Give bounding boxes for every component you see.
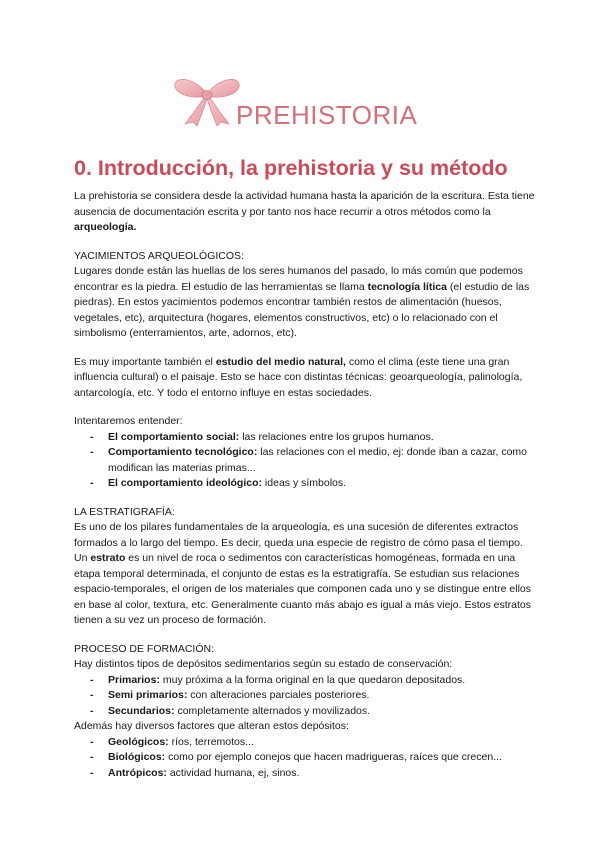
bow-icon [171,70,243,128]
entender-list [74,430,544,492]
brand-title: PREHISTORIA [236,100,418,130]
estratigrafia-paragraph-2: Un estrato es un nivel de roca o sedimentos con características homogéneas, formada en una etapa temporal determinada, el conjunto de estas es la estratigrafía. Se estudian sus relaciones espacio-temporales, el origen de los materiales que componen cada uno y se distingue entre ellos en base al color, textura, etc. Generalmente cuanto más abajo es igual a más viejo. Estos estratos tienen a su vez un proceso de formación. [74,552,532,626]
intro-paragraph: La prehistoria se considera desde la actividad humana hasta la aparición de la escritura. Esta tiene ausencia de documentación escrita y por tanto nos hace recurrir a otros métodos como la arqueología. [74,190,535,233]
list-item: - El comportamiento ideológico: ideas y símbolos. [90,476,544,492]
estratigrafia-paragraph-1: Es uno de los pilares fundamentales de la arqueología, es una sucesión de diferentes extractos formados a lo largo del tiempo. Es decir, queda una especie de registro de cómo pasa el tiempo. [74,521,523,549]
proceso-intro: Hay distintos tipos de depósitos sedimentarios según su estado de conservación: [74,658,453,670]
list-item: - Antrópicos: actividad humana, ej, sinos. [90,766,544,782]
proceso-heading: PROCESO DE FORMACIÓN: [74,642,215,655]
list-item: - Biológicos: como por ejemplo conejos que hacen madrigueras, raíces que crecen... [90,750,544,766]
yacimientos-paragraph: Lugares donde están las huellas de los seres humanos del pasado, lo más común que podemos encontrar es la piedra. El estudio de las herramientas se llama tecnología lítica (el estudio de las piedras). En estos yacimientos podemos encontrar también restos de alimentación (huesos, vegetales, etc), arquitectura (hogares, elementos constructivos, etc) o lo relacionado con el simbolismo (enterramientos, arte, adornos, etc). [74,265,530,339]
document-body [74,189,544,781]
section-title: 0. Introducción, la prehistoria y su método [74,156,508,180]
list-item: - Secundarios: completamente alternados y movilizados. [90,704,544,720]
list-item: - El comportamiento social: las relaciones entre los grupos humanos. [90,430,544,446]
medio-paragraph: Es muy importante también el estudio del medio natural, como el clima (este tiene una gran influencia cultural) o el paisaje. Esto se hace con distintas técnicas: geoarqueología, palinología, antarcología, etc. Y todo el entorno influye en estas sociedades. [74,355,523,399]
list-item: - Comportamiento tecnológico: las relaciones con el medio, ej: donde iban a cazar, como modifican las materias primas... [90,445,544,476]
list-item: - Semi primarios: con alteraciones parciales posteriores. [90,688,544,704]
proceso-list [74,673,544,720]
yacimientos-heading: YACIMIENTOS ARQUEOLÓGICOS: [74,249,244,262]
factores-list [74,735,544,782]
entender-intro: Intentaremos entender: [74,415,183,427]
list-item: - Primarios: muy próxima a la forma original en la que quedaron depositados. [90,673,544,689]
proceso-intro-2: Además hay diversos factores que alteran estos depósitos: [74,720,349,732]
list-item: - Geológicos: ríos, terremotos... [90,735,544,751]
estratigrafia-heading: LA ESTRATIGRAFÍA: [74,505,175,518]
